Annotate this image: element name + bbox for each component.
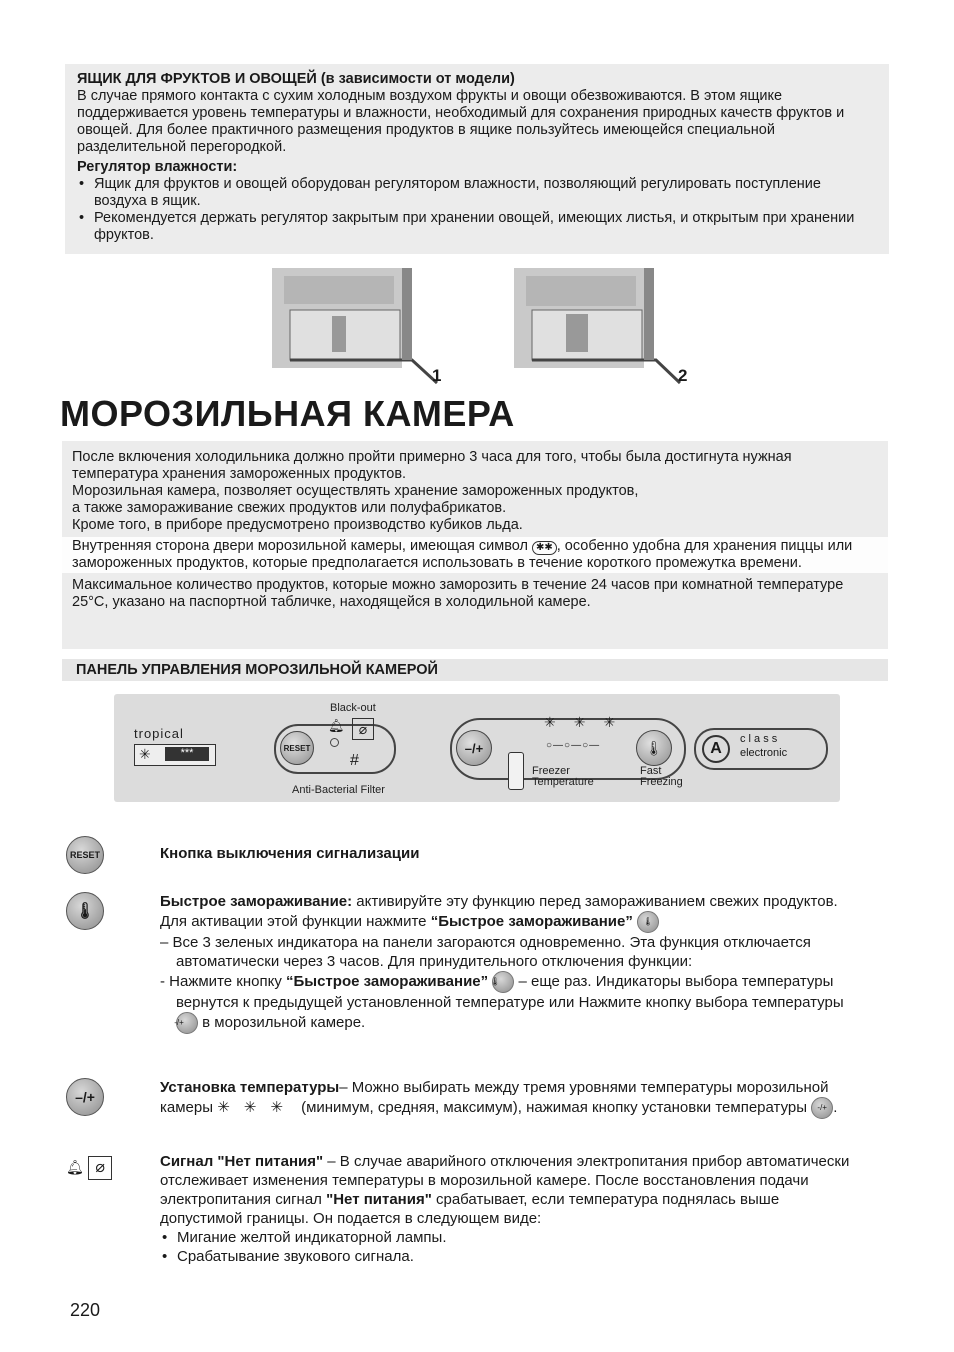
freezer-paragraph: Внутренняя сторона двери морозильной камеры, имеющая символ ✱✱ , особенно удобна для хранения пиццы или замороженных продуктов, которые предполагается использовать в течение короткого промежутка времени. (62, 537, 888, 573)
fast-freezing-label: Fast Freezing (640, 765, 683, 788)
snowflake-levels-icon: ✳✳✳ (217, 1098, 297, 1116)
stars-indicator: *** (165, 747, 209, 761)
freezer-paragraph: а также замораживание свежих продуктов или полуфабрикатов. (72, 500, 507, 516)
temperature-icon: -/+ (176, 1012, 198, 1034)
temperature-leds: ○—○—○— (546, 740, 601, 751)
control-panel-heading-bar (62, 659, 888, 681)
fast-freeze-description: Быстрое замораживание: активируйте эту функцию перед замораживанием свежих продуктов. Для активации этой функции нажмите “Быстрое замораживание” 🌡︎ – Все 3 зеленых индикатора на панели загораются одновременно. Эта функция отключается автоматически через 3 часов. Для принудительного отключения функции: - Нажмите кнопку “Быстрое замораживание” 🌡︎ – еще раз. Индикаторы выбора температуры вернутся к предыдущей установленной температуре или Нажмите кнопку выбора температуры -/+ в морозильной камере. (160, 892, 860, 1034)
bell-icon: 🔔︎ (328, 718, 345, 733)
figure-number-1: 1 (432, 366, 442, 385)
reset-description: Кнопка выключения сигнализации (160, 845, 420, 862)
list-item: – Все 3 зеленых индикатора на панели загораются одновременно. Эта функция отключается автоматически через 3 часов. Для принудительного отключения функции: (160, 934, 811, 970)
freezer-temperature-label: Freezer Temperature (532, 765, 594, 788)
snowflake-icon: ✳ (139, 746, 151, 762)
page-title: МОРОЗИЛЬНАЯ КАМЕРА (60, 393, 515, 434)
freezer-paragraph: После включения холодильника должно пройти примерно 3 часа для того, чтобы была достигнута нужная температура хранения замороженных продуктов. (72, 449, 792, 482)
power-off-icon: ⌀ (88, 1156, 112, 1180)
reset-icon: RESET (66, 836, 104, 874)
fruit-box-heading: ЯЩИК ДЛЯ ФРУКТОВ И ОВОЩЕЙ (в зависимости от модели) (77, 71, 515, 87)
list-item: • Ящик для фруктов и овощей оборудован регулятором влажности, позволяющий регулировать поступление воздуха в ящик. (77, 176, 877, 210)
humidity-bullets (77, 176, 877, 244)
thermometer-icon: 🌡︎ (66, 892, 104, 930)
power-off-icon: ⌀ (352, 718, 374, 740)
list-item: • Мигание желтой индикаторной лампы. (160, 1228, 860, 1247)
thermometer-icon: 🌡︎ (637, 911, 659, 933)
freezer-section (62, 441, 888, 649)
power-alarm-icon (66, 1156, 112, 1180)
blackout-label: Black-out (330, 702, 376, 714)
list-item: • Рекомендуется держать регулятор закрытым при хранении овощей, имеющих листья, и открытым при хранении фруктов. (77, 210, 877, 244)
a-class-badge (694, 728, 828, 770)
humidity-heading: Регулятор влажности: (77, 159, 238, 175)
freezer-paragraph: Кроме того, в приборе предусмотрено производство кубиков льда. (72, 517, 523, 533)
tropical-display (134, 744, 216, 766)
bell-icon: 🔔︎ (66, 1159, 84, 1175)
fast-freeze-button[interactable] (636, 730, 672, 766)
power-description: Сигнал "Нет питания" – В случае аварийного отключения электропитания прибор автоматически отслеживает изменения температуры в морозильной камере. После восстановления подачи электропитания сигнал "Нет питания" срабатывает, если температура поднялась выше допустимой границы. Он подается в следующем виде: • Мигание желтой индикаторной лампы. • Срабатывание звукового сигнала. (160, 1152, 860, 1266)
control-panel-heading: ПАНЕЛЬ УПРАВЛЕНИЯ МОРОЗИЛЬНОЙ КАМЕРОЙ (76, 662, 438, 678)
a-class-icon: A (702, 735, 730, 763)
control-panel (114, 694, 840, 802)
list-item: • Срабатывание звукового сигнала. (160, 1247, 860, 1266)
anti-bacterial-icon: # (350, 752, 359, 769)
blackout-led (330, 738, 339, 747)
pizza-symbol-icon: ✱✱ (532, 541, 557, 555)
thermometer-icon: 🌡︎ (645, 739, 663, 756)
temperature-levels-icon: ✳✳✳ (544, 714, 634, 730)
freezer-paragraph: Морозильная камера, позволяет осуществлять хранение замороженных продуктов, (72, 483, 639, 499)
temperature-button[interactable]: –/+ (456, 730, 492, 766)
freezer-icon (508, 752, 524, 790)
class-label: c l a s s (740, 733, 778, 745)
freezer-paragraph: Максимальное количество продуктов, которые можно заморозить в течение 24 часов при комнатной температуре 25°С, указано на паспортной табличке, находящейся в холодильной камере. (72, 577, 844, 610)
figure-number-2: 2 (678, 366, 688, 385)
fruit-box-paragraph: В случае прямого контакта с сухим холодным воздухом фрукты и овощи обезвоживаются. В этом ящике поддерживается уровень температуры и влажности, необходимый для сохранения природных качеств фруктов и овощей. Для более практичного размещения продуктов в ящике пользуйтесь имеющейся специальной разделительной перегородкой. (77, 88, 845, 155)
temperature-icon: -/+ (811, 1097, 833, 1119)
electronic-label: electronic (740, 747, 788, 759)
temperature-icon: –/+ (66, 1078, 104, 1116)
temperature-description: Установка температуры– Можно выбирать между тремя уровнями температуры морозильной камеры ✳✳✳ (минимум, средняя, максимум), нажимая кнопку установки температуры -/+ . (160, 1078, 860, 1119)
list-item: - Нажмите кнопку “Быстрое замораживание” 🌡︎ – еще раз. Индикаторы выбора температуры вернутся к предыдущей установленной температуре или Нажмите кнопку выбора температуры -/+ в морозильной камере. (160, 971, 860, 1034)
page-number: 220 (70, 1300, 101, 1320)
fruit-box-section (65, 64, 889, 254)
thermometer-icon: 🌡︎ (492, 971, 514, 993)
anti-bacterial-label: Anti-Bacterial Filter (292, 784, 385, 796)
reset-button[interactable]: RESET (280, 731, 314, 765)
tropical-label: tropical (134, 726, 184, 741)
